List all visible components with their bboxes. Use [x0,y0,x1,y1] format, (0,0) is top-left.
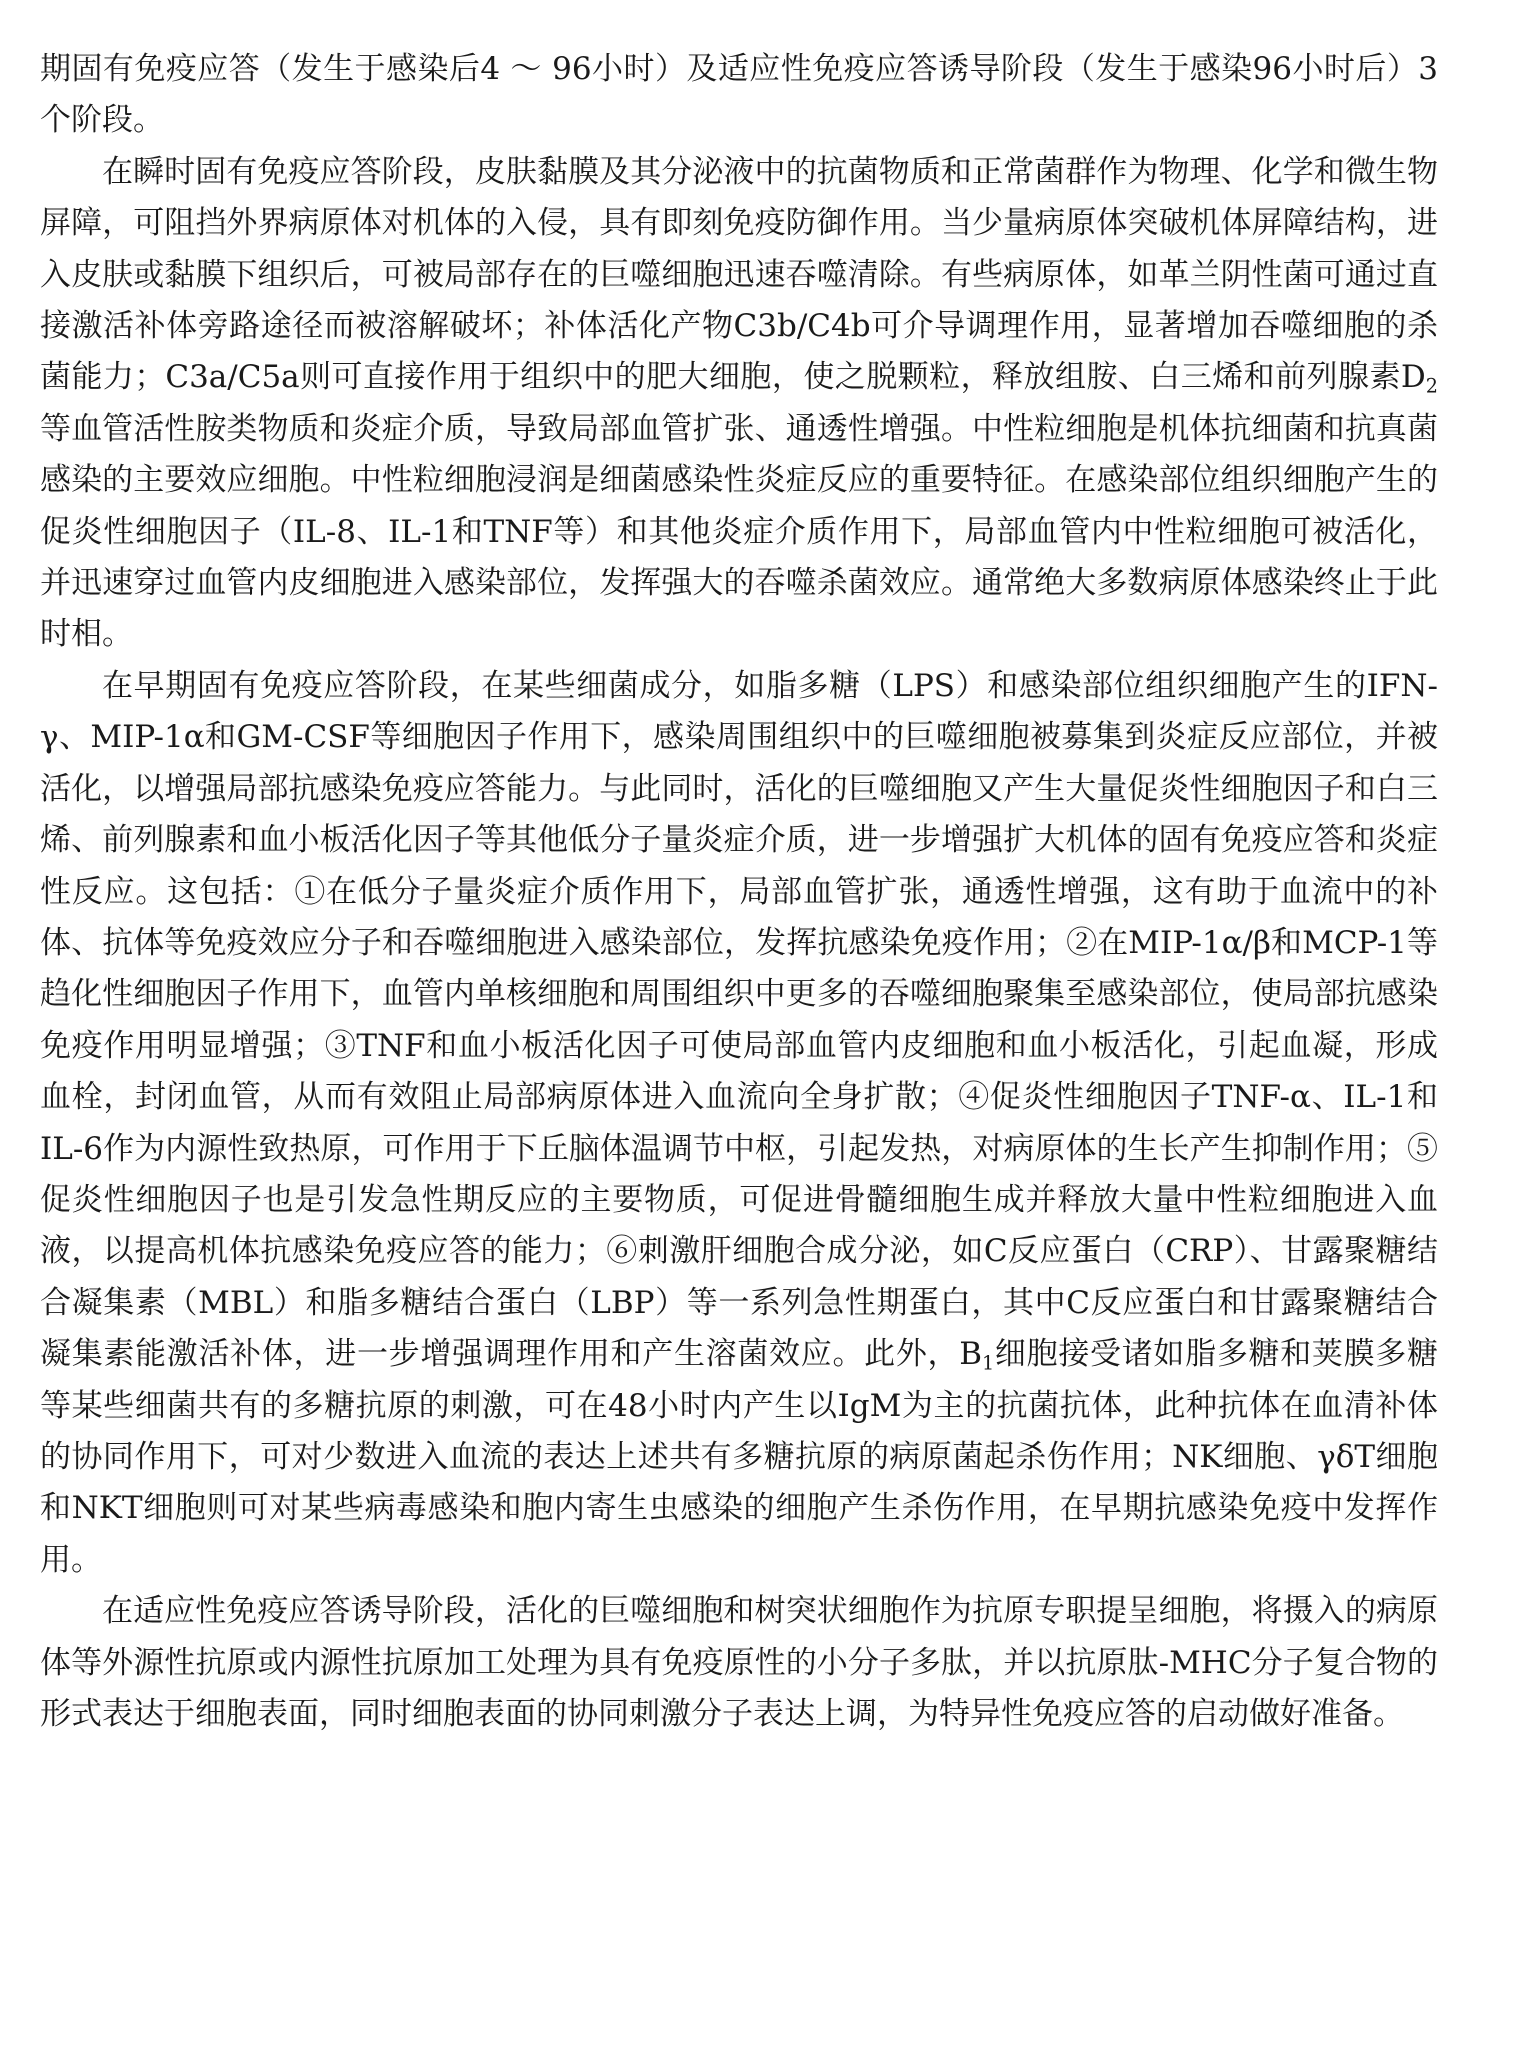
text-run: 细胞接受诸如脂多糖和荚膜多糖等某些细菌共有的多糖抗原的刺激，可在48小时内产生以IgM为主的抗菌抗体，此种抗体在血清补体的协同作用下，可对少数进入血流的表达上述共有多糖抗原的病原菌起杀伤作用；NK细胞、γδT细胞和NKT细胞则可对某些病毒感染和胞内寄生虫感染的细胞产生杀伤作用，在早期抗感染免疫中发挥作用。 [40,1336,1439,1578]
text-run: 在早期固有免疫应答阶段，在某些细菌成分，如脂多糖（LPS）和感染部位组织细胞产生的IFN-γ、MIP-1α和GM-CSF等细胞因子作用下，感染周围组织中的巨噬细胞被募集到炎症反应部位，并被活化，以增强局部抗感染免疫应答能力。与此同时，活化的巨噬细胞又产生大量促炎性细胞因子和白三烯、前列腺素和血小板活化因子等其他低分子量炎症介质，进一步增强扩大机体的固有免疫应答和炎症性反应。这包括：①在低分子量炎症介质作用下，局部血管扩张，通透性增强，这有助于血流中的补体、抗体等免疫效应分子和吞噬细胞进入感染部位，发挥抗感染免疫作用；②在MIP-1α/β和MCP-1等趋化性细胞因子作用下，血管内单核细胞和周围组织中更多的吞噬细胞聚集至感染部位，使局部抗感染免疫作用明显增强；③TNF和血小板活化因子可使局部血管内皮细胞和血小板活化，引起血凝，形成血栓，封闭血管，从而有效阻止局部病原体进入血流向全身扩散；④促炎性细胞因子TNF-α、IL-1和IL-6作为内源性致热原，可作用于下丘脑体温调节中枢，引起发热，对病原体的生长产生抑制作用；⑤促炎性细胞因子也是引发急性期反应的主要物质，可促进骨髓细胞生成并释放大量中性粒细胞进入血液，以提高机体抗感染免疫应答的能力；⑥刺激肝细胞合成分泌，如C反应蛋白（CRP）、甘露聚糖结合凝集素（MBL）和脂多糖结合蛋白（LBP）等一系列急性期蛋白，其中C反应蛋白和甘露聚糖结合凝集素能激活补体，进一步增强调理作用和产生溶菌效应。此外，B [40,667,1438,1373]
subscript-1: 1 [982,1351,995,1375]
paragraph-instant-innate-response [40,147,1438,661]
subscript-2: 2 [1425,374,1438,398]
text-run: 期固有免疫应答（发生于感染后4 ～ 96小时）及适应性免疫应答诱导阶段（发生于感染96小时后）3个阶段。 [40,51,1438,139]
text-run: 等血管活性胺类物质和炎症介质，导致局部血管扩张、通透性增强。中性粒细胞是机体抗细菌和抗真菌感染的主要效应细胞。中性粒细胞浸润是细菌感染性炎症反应的重要特征。在感染部位组织细胞产生的促炎性细胞因子（IL-8、IL-1和TNF等）和其他炎症介质作用下，局部血管内中性粒细胞可被活化，并迅速穿过血管内皮细胞进入感染部位，发挥强大的吞噬杀菌效应。通常绝大多数病原体感染终止于此时相。 [40,410,1438,653]
paragraph-early-innate-response [40,661,1438,1586]
paragraph-adaptive-induction [40,1586,1438,1740]
text-run: 在瞬时固有免疫应答阶段，皮肤黏膜及其分泌液中的抗菌物质和正常菌群作为物理、化学和微生物屏障，可阻挡外界病原体对机体的入侵，具有即刻免疫防御作用。当少量病原体突破机体屏障结构，进入皮肤或黏膜下组织后，可被局部存在的巨噬细胞迅速吞噬清除。有些病原体，如革兰阴性菌可通过直接激活补体旁路途径而被溶解破坏；补体活化产物C3b/C4b可介导调理作用，显著增加吞噬细胞的杀菌能力；C3a/C5a则可直接作用于组织中的肥大细胞，使之脱颗粒，释放组胺、白三烯和前列腺素D [40,153,1438,396]
paragraph-continuation [40,44,1438,147]
text-run: 在适应性免疫应答诱导阶段，活化的巨噬细胞和树突状细胞作为抗原专职提呈细胞，将摄入的病原体等外源性抗原或内源性抗原加工处理为具有免疫原性的小分子多肽，并以抗原肽-MHC分子复合物的形式表达于细胞表面，同时细胞表面的协同刺激分子表达上调，为特异性免疫应答的启动做好准备。 [40,1593,1438,1732]
